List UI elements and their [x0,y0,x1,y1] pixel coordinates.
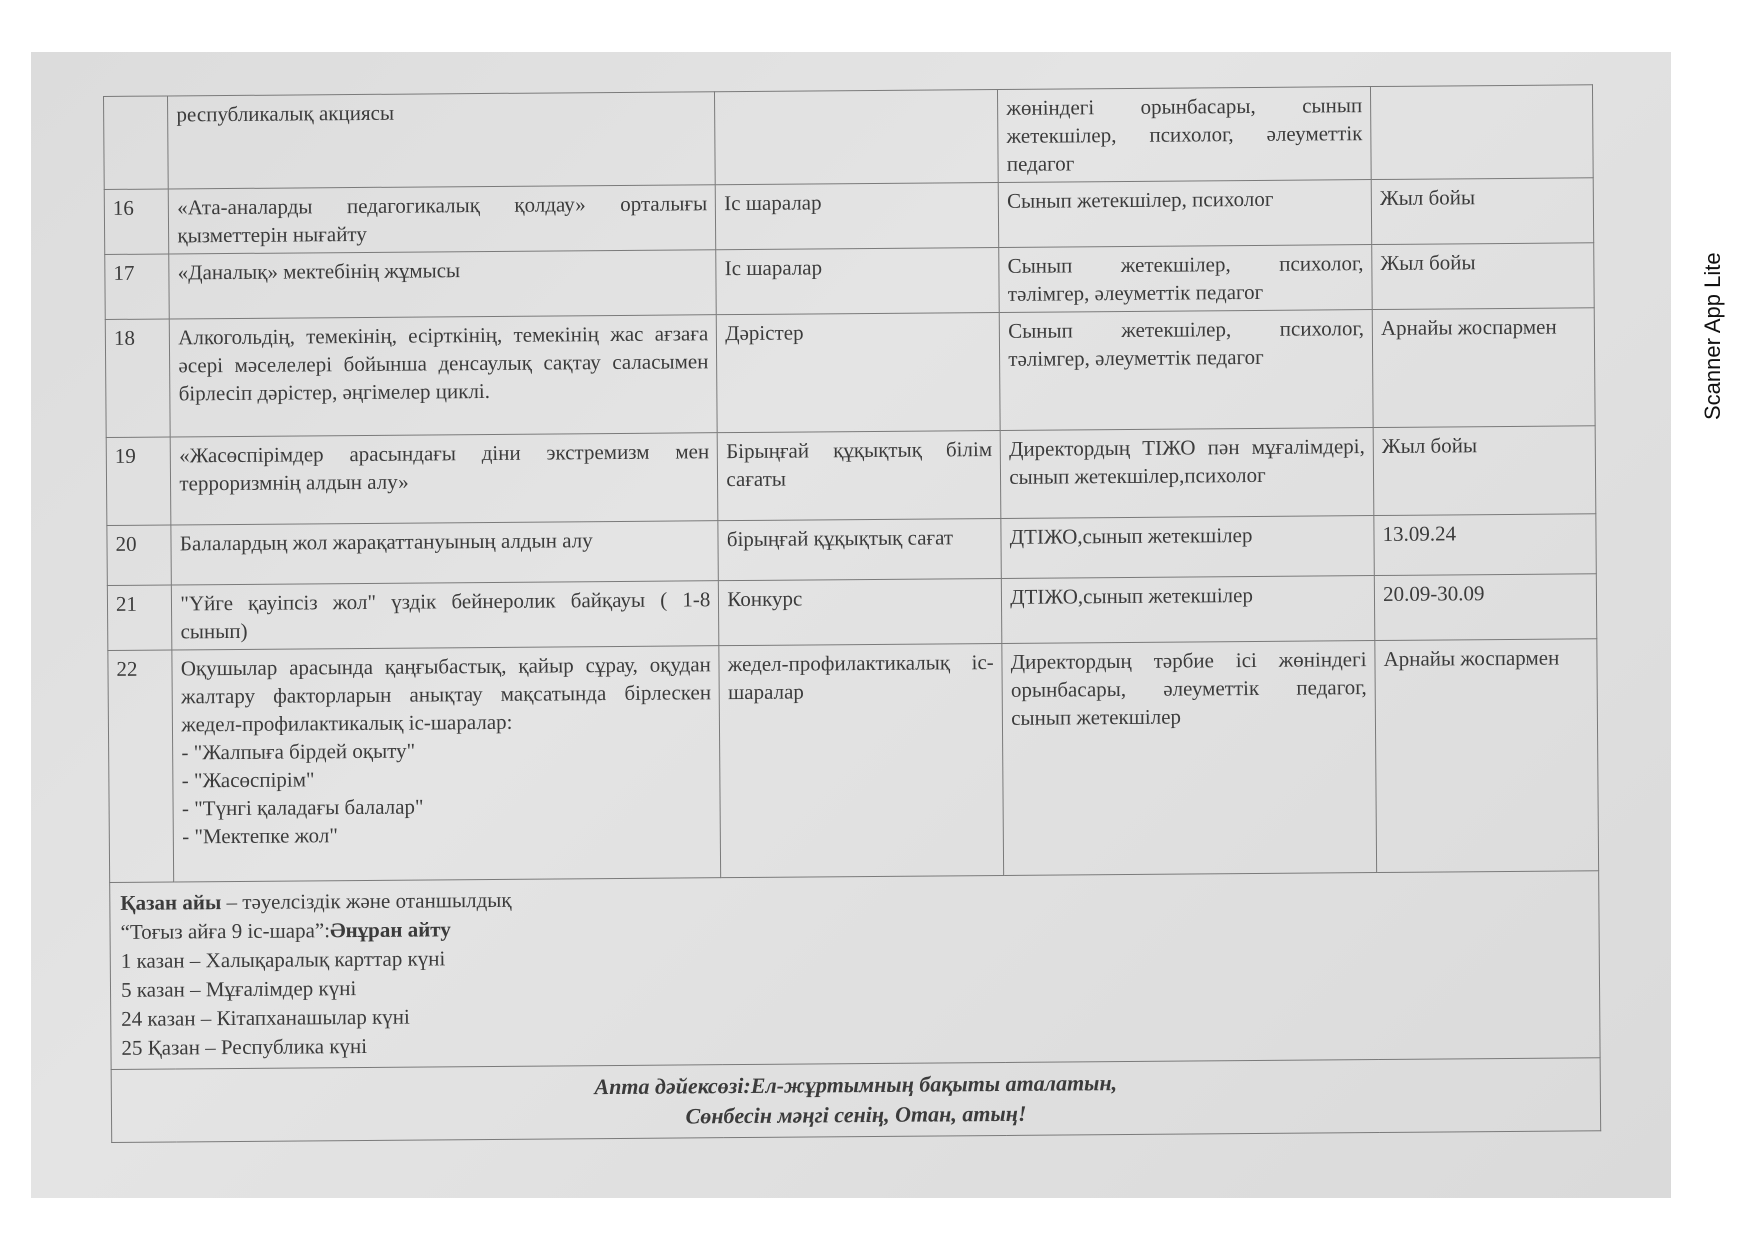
document-sheet [103,84,1601,1138]
deadline: Арнайы жоспармен [1375,639,1599,873]
activity-name-text: Оқушылар арасында қаңғыбастық, қайыр сұрау, оқудан жалтару факторларын анықтау мақсатында бірлескен жедел-профилактикалық іс-шаралар: [180,652,712,737]
activity-form: Дәрістер [717,312,1001,432]
row-number: 19 [106,437,171,526]
activity-form [715,89,999,184]
month-section [110,871,1600,1070]
deadline: Жыл бойы [1372,243,1594,310]
month-title: Қазан айы [120,890,222,915]
table-row [104,85,1594,190]
motto-line: Сөнбесін мәңгі сенің, Отан, атың! [685,1100,1027,1129]
list-item: - "Жасөспірім" [181,767,315,793]
date-item: 5 казан – Мұғалімдер күні [120,976,357,1002]
deadline: 20.09-30.09 [1374,574,1596,641]
activity-form: Іс шаралар [716,247,999,314]
responsible: Директордың тәрбие ісі жөніндегі орынбасары, әлеуметтік педагог, сынып жетекшілер [1002,641,1377,876]
activity-name: «Ата-аналарды педагогикалық қолдау» орталығы қызметтерін нығайту [169,185,716,254]
table-row [107,574,1596,651]
deadline: Жыл бойы [1371,178,1593,245]
activity-form: Бірыңғай құқықтық білім сағаты [718,430,1002,520]
activity-form: Іс шаралар [716,182,999,249]
date-item: 1 казан – Халықаралық карттар күні [120,946,446,973]
responsible: ДТІЖО,сынып жетекшілер [1001,516,1374,579]
activity-name [172,646,721,882]
responsible: Сынып жетекшілер, психолог, тәлімгер, әлеуметтік педагог [999,310,1373,431]
scanner-watermark: Scanner App Lite [1700,252,1725,420]
responsible: Сынып жетекшілер, психолог, тәлімгер, әлеуметтік педагог [999,245,1372,313]
activity-table [103,84,1601,1143]
scanned-page [31,52,1671,1198]
row-number [104,96,169,190]
deadline: 13.09.24 [1374,514,1596,576]
activity-form: бірыңғай құқықтық сағат [718,518,1001,580]
row-number: 21 [107,585,172,651]
month-theme: – тәуелсіздік және отаншылдық [221,887,512,915]
table-row [105,308,1595,438]
row-number: 22 [108,650,174,882]
activity-name: «Даналық» мектебінің жұмысы [169,250,716,319]
row-number: 18 [105,319,170,438]
activity-name: республикалық акциясы [168,92,716,189]
motto-section [111,1058,1601,1143]
table-row [108,639,1599,883]
activity-name: "Үйге қауіпсіз жол" үздік бейнеролик байқауы ( 1-8 сынып) [172,581,719,650]
responsible: Сынып жетекшілер, психолог [998,180,1371,248]
activity-form: жедел-профилактикалық іс-шаралар [719,643,1004,877]
deadline [1371,85,1594,180]
responsible: Директордың ТІЖО пән мұғалімдері, сынып жетекшілер,психолог [1000,428,1373,519]
program-highlight: Әнұран айту [329,917,451,943]
date-item: 25 Қазан – Республика күні [121,1033,368,1060]
table-row [104,178,1593,255]
row-number: 16 [104,189,169,255]
deadline: Арнайы жоспармен [1372,308,1595,428]
table-row [105,243,1594,320]
motto-line: Апта дәйексөзі:Ел-жұртымның бақыты аталатын, [594,1070,1118,1100]
row-number: 20 [107,525,172,586]
list-item: - "Түнгі қаладағы балалар" [181,794,424,821]
activity-name: Алкогольдің, темекінің, есірткінің, темекінің жас ағзаға әсері мәселелері бойынша денсаулық сақтау саласымен бірлесіп дәрістер, әңгімелер циклі. [170,315,718,437]
responsible: жөніндегі орынбасары, сынып жетекшілер, психолог, әлеуметтік педагог [998,87,1372,183]
row-number: 17 [105,254,170,320]
deadline: Жыл бойы [1373,426,1596,516]
program-label: “Тоғыз айға 9 іс-шара”: [120,918,331,944]
activity-form: Конкурс [719,578,1002,645]
list-item: - "Мектепке жол" [182,823,338,849]
table-row [106,426,1596,526]
responsible: ДТІЖО,сынып жетекшілер [1002,576,1375,644]
activity-name: Балалардың жол жарақаттануының алдын алу [171,521,718,585]
date-item: 24 казан – Кітапханашылар күні [121,1004,410,1031]
activity-name: «Жасөспірімдер арасындағы діни экстремизм мен терроризмнің алдын алу» [171,433,719,525]
list-item: - "Жалпыға бірдей оқыту" [181,738,416,765]
